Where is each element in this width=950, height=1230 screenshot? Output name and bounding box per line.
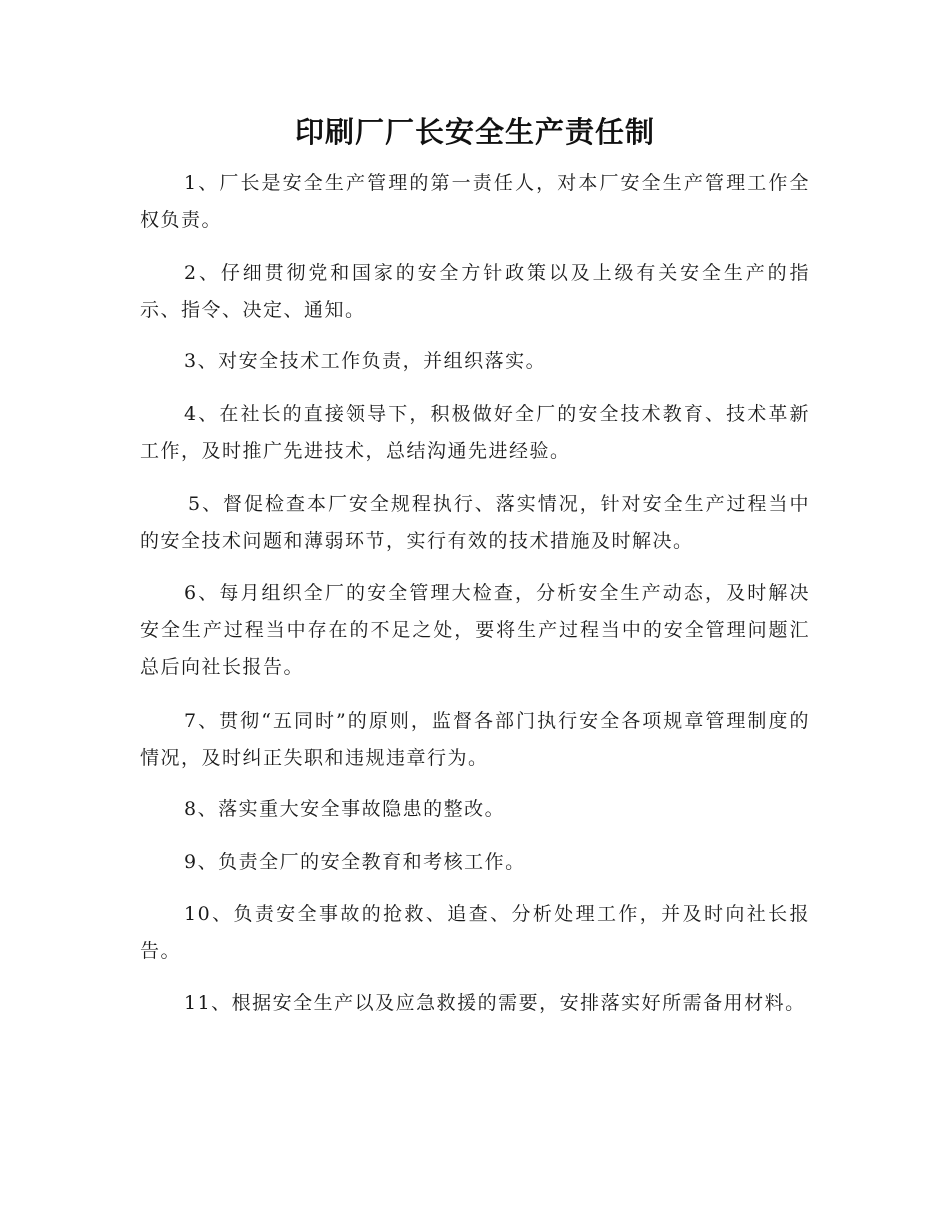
paragraph-4: 4、在社长的直接领导下，积极做好全厂的安全技术教育、技术革新工作，及时推广先进技术，总结沟通先进经验。 bbox=[140, 403, 810, 462]
paragraph-1: 1、厂长是安全生产管理的第一责任人，对本厂安全生产管理工作全权负责。 bbox=[140, 172, 810, 231]
paragraph-6: 6、每月组织全厂的安全管理大检查，分析安全生产动态，及时解决安全生产过程当中存在的不足之处，要将生产过程当中的安全管理问题汇总后向社长报告。 bbox=[140, 582, 810, 678]
paragraph-5: 5、督促检查本厂安全规程执行、落实情况，针对安全生产过程当中的安全技术问题和薄弱环节，实行有效的技术措施及时解决。 bbox=[140, 493, 810, 552]
paragraph-9: 9、负责全厂的安全教育和考核工作。 bbox=[184, 851, 526, 873]
paragraph-2: 2、仔细贯彻党和国家的安全方针政策以及上级有关安全生产的指示、指令、决定、通知。 bbox=[140, 262, 810, 321]
document-title: 印刷厂厂长安全生产责任制 bbox=[294, 115, 655, 149]
paragraph-10: 10、负责安全事故的抢救、追查、分析处理工作，并及时向社长报告。 bbox=[140, 903, 810, 962]
paragraph-7: 7、贯彻“五同时”的原则，监督各部门执行安全各项规章管理制度的情况，及时纠正失职和违规违章行为。 bbox=[140, 710, 810, 769]
paragraph-11: 11、根据安全生产以及应急救援的需要，安排落实好所需备用材料。 bbox=[184, 992, 806, 1014]
paragraph-3: 3、对安全技术工作负责，并组织落实。 bbox=[184, 350, 547, 372]
paragraph-8: 8、落实重大安全事故隐患的整改。 bbox=[184, 798, 506, 820]
